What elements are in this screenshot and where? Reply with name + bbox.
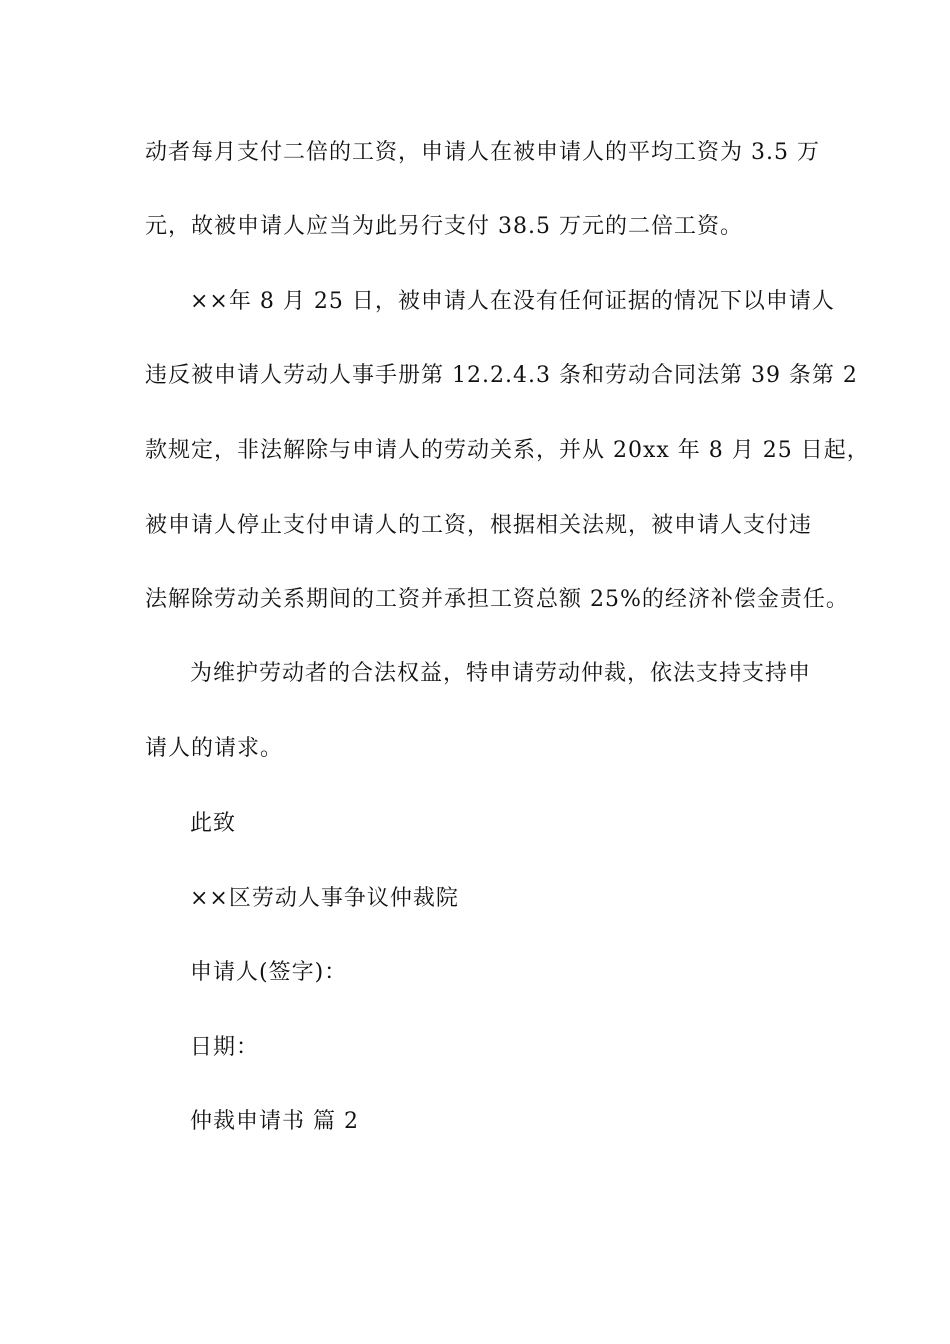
addressee: ××区劳动人事争议仲裁院: [190, 886, 459, 911]
paragraph-line: 请人的请求。: [145, 736, 284, 761]
section-heading: 仲裁申请书 篇 2: [190, 1109, 359, 1134]
salutation: 此致: [190, 811, 237, 836]
paragraph-line: 款规定，非法解除与申请人的劳动关系，并从 20xx 年 8 月 25 日起，: [145, 438, 870, 463]
paragraph-line: 为维护劳动者的合法权益，特申请劳动仲裁，依法支持支持申: [190, 661, 812, 686]
applicant-signature-label: 申请人(签字)：: [190, 960, 348, 985]
paragraph-line: ××年 8 月 25 日，被申请人在没有任何证据的情况下以申请人: [190, 289, 835, 314]
paragraph-line: 元，故被申请人应当为此另行支付 38.5 万元的二倍工资。: [145, 214, 743, 239]
paragraph-line: 被申请人停止支付申请人的工资，根据相关法规，被申请人支付违: [145, 513, 813, 538]
paragraph-line: 法解除劳动关系期间的工资并承担工资总额 25%的经济补偿金责任。: [145, 587, 849, 612]
paragraph-line: 违反被申请人劳动人事手册第 12.2.4.3 条和劳动合同法第 39 条第 2: [145, 363, 858, 388]
paragraph-line: 动者每月支付二倍的工资，申请人在被申请人的平均工资为 3.5 万: [145, 140, 820, 165]
date-label: 日期：: [190, 1035, 260, 1060]
